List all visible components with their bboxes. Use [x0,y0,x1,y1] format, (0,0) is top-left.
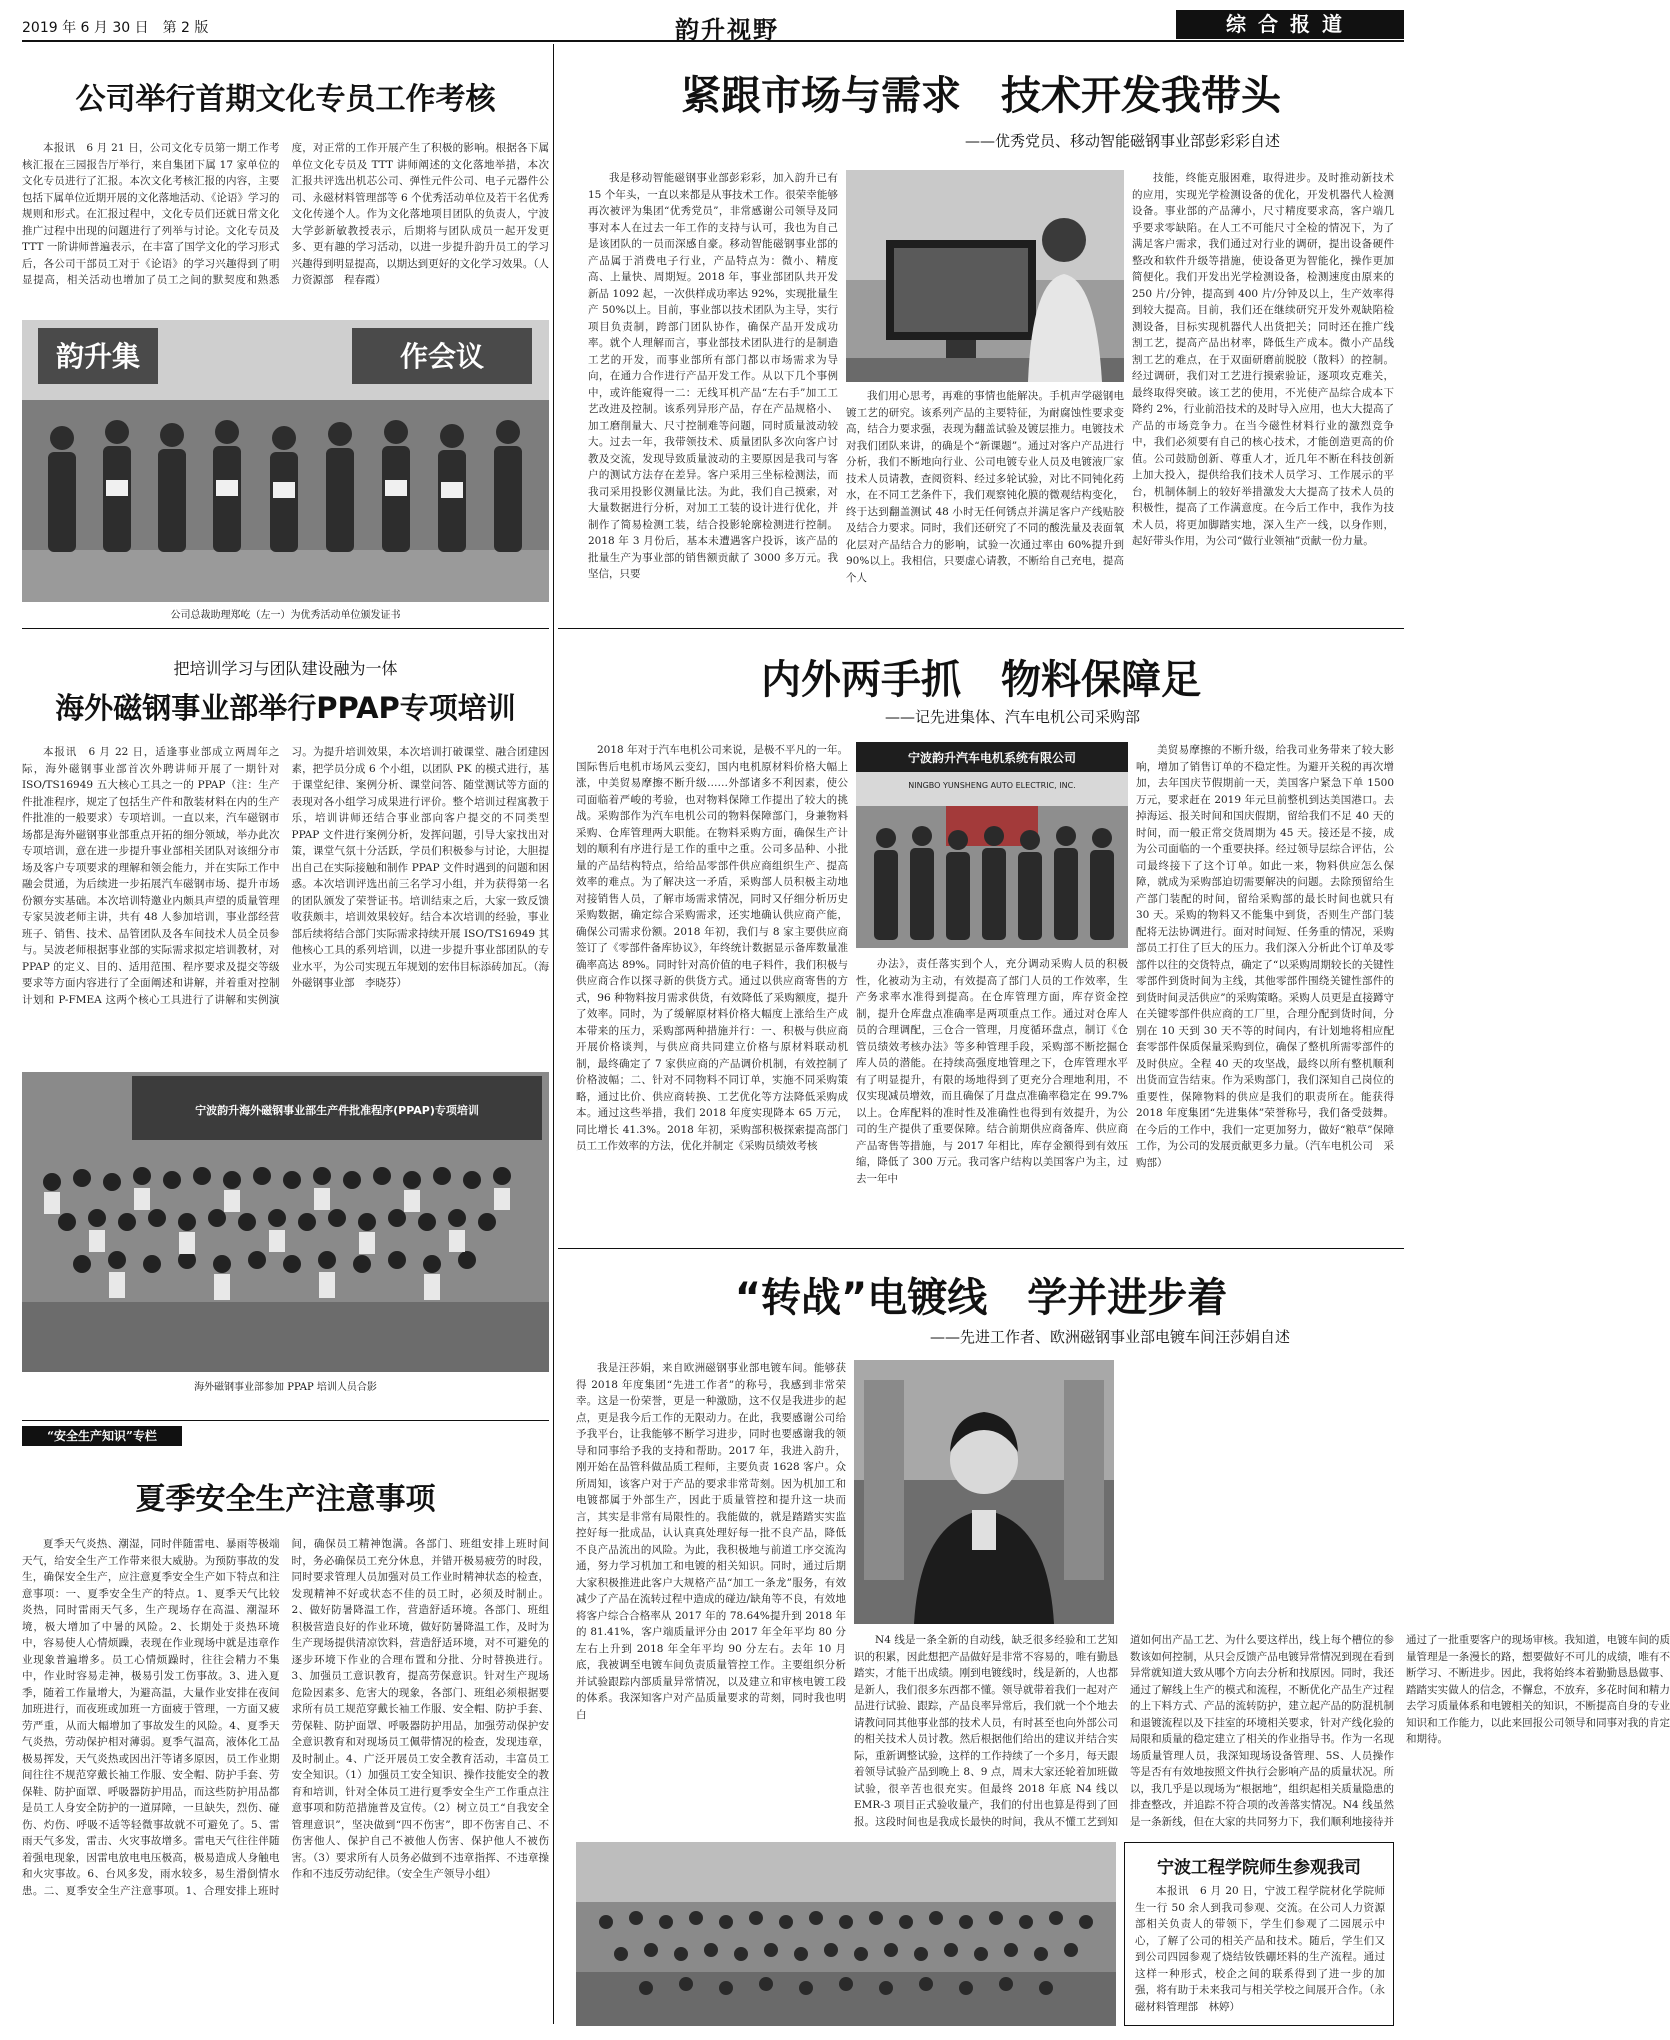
column-divider [553,44,554,2024]
subhead-market-demand: ——优秀党员、移动智能磁钢事业部彭彩彩自述 [964,132,1280,150]
article-body-ppap: 本报讯 6 月 22 日，适逢事业部成立两周年之际，海外磁钢事业部首次外聘讲师开展了一期针对 ISO/TS16949 五大核心工具之一的 PPAP（注：生产件批准程序，规定了包括生产件和散装材料在内的生产件批准的一般要求）专项培训。一直以来，汽车磁钢市场都是海外磁钢事业部重点开拓的细分领域，举办此次专项培训，意在进一步提升事业部相关团队对该细分市场及客户专项要求的理解和领会能力，并在实际工作中融会贯通，为后续进一步拓展汽车磁钢市场、提升市场份额夯实基础。本次培训特邀业内颇具声望的质量管理专家吴波老师主讲，共有 48 人参加培训，事业部经营班子、销售、技术、品管团队及各车间技术人员全员参与。吴波老师根据事业部的实际需求拟定培训教材，对 PPAP 的定义、目的、适用范围、程序要求及提交等级要求等方面内容进行了全面阐述和讲解，并着重对控制计划和 P-FMEA 这两个核心工具进行了讲解和实例演习。为提升培训效果，本次培训打破课堂、融合团建因素，把学员分成 6 个小组，以团队 PK 的模式进行，基于课堂纪律、案例分析、课堂问答、随堂测试等方面的表现对各小组学习成果进行评价。整个培训过程寓教于乐，培训讲师还结合事业部向客户提交的不同类型 PPAP 文件进行案例分析，发挥问题，引导大家找出对策，课堂气氛十分活跃，学员们积极参与讨论，大胆提出自己在实际接触和制作 PPAP 文件时遇到的问题和困惑。本次培训评选出前三名学习小组，并为获得第一名的团队颁发了荣誉证书。培训结束之后，大家一致反馈收获颇丰，培训效果较好。结合本次培训的经验，事业部后续将结合部门实际需求持续开展 ISO/TS16949 其他核心工具的系列培训，以进一步提升事业部团队的专业水平，为公司实现五年规划的宏伟目标添砖加瓦。（海外磁钢事业部 李晓芬） [22,746,549,1006]
headline-plating-line: “转战”电镀线 学并进步着 [734,1275,1228,1321]
article-body-market-demand-left: 我是移动智能磁钢事业部彭彩彩，加入韵升已有 15 个年头，一直以来都是从事技术工作。很荣幸能够再次被评为集团“优秀党员”，非常感谢公司领导及同事对本人在过去一年工作的支持与认可，我也为自己是该团队的一员而深感自豪。移动智能磁钢事业部的产品属于消费电子行业，产品特点为：微小、精度高、上量快、周期短。2018 年，事业部团队共开发新品 1092 起，一次供样成功率达 92%，实现批量生产 50%以上。目前，事业部以技术团队为主导，实行项目负责制，跨部门团队协作，确保产品开发成功率。就个人理解而言，事业部技术团队进行的是制造工艺的开发，而事业部所有部门都以市场需求为导向，在通力合作进行产品开发工作。从以下几个事例中，或许能窥得一二：无线耳机产品“左右手”加工工艺改进及控制。该系列异形产品，存在产品规格小、加工磨削量大、尺寸控制难等问题，同时质量波动较大。过去一年，我带领技术、质量团队多次向客户讨教及交流，发现导致质量波动的主要原因是我司与客户的测试方法存在差异。客户采用三坐标检测法，而我司采用投影仪测量比法。为此，我们自己摸索，对大量数据进行分析，对加工工装的设计进行优化，并制作了简易检测工装，结合投影轮廓检测进行控制。2018 年 3 月份后，基本未遭遇客户投诉，该产品的批量生产为事业部的销售额贡献了 3000 多万元。我坚信，只要 [588,172,838,580]
article-body-plating-left: 我是汪莎娟，来自欧洲磁钢事业部电镀车间。能够获得 2018 年度集团“先进工作者”的称号，我感到非常荣幸。这是一份荣誉，更是一种激励，这不仅是我进步的起点，更是我今后工作的无限动力。在此，我要感谢公司给予我平台，让我能够不断学习进步，同时也要感谢我的领导和同事给予我的支持和帮助。2017 年，我进入韵升，刚开始在品管科做品质工程师，主要负责 1628 客户。众所周知，该客户对于产品的要求非常苛刻。因为机加工和电镀都属于外部生产，因此于质量管控和提升这一块而言，其实是非常有局限性的。我能做的，就是踏踏实实监控好每一批成品，认认真真处理好每一批不良产品，降低不良产品流出的风险。为此，我积极地与前道工序交流沟通，努力学习机加工和电镀的相关知识。同时，通过后期大家积极推进此客户大规格产品“加工一条龙”服务，有效减少了产品在流转过程中造成的碰边/缺角等不良，有效地将客户综合合格率从 2017 年的 78.64%提升到 2018 年的 81.41%，客户端质量评分由 2017 年全年平均 80 分左右上升到 2018 年全年平均 90 分左右。去年 10 月底，我被调至电镀车间负责质量管控工作。主要组织分析并试验跟踪内部质量异常情况，以及建立和审核电镀工段的体系。我深知客户对产品质量要求的苛刻，同时我也明白 [576,1362,846,1721]
photo-training-group [22,1072,549,1372]
photo-plating-line [854,1360,1114,1624]
section-tag: 综合报道 [1176,10,1404,39]
photo-award-group [22,320,549,602]
issue-date: 2019 年 6 月 30 日 第 2 版 [22,20,209,36]
headline-market-demand: 紧跟市场与需求 技术开发我带头 [681,73,1281,119]
photo-procurement-team [856,742,1128,948]
photo-materials [856,742,1128,948]
sidebar-univ-visit [1124,1842,1394,2026]
photo-caption-culture-exam: 公司总裁助理郑屹（左一）为优秀活动单位颁发证书 [170,610,401,621]
masthead [22,8,1404,42]
article-body-market-demand-right: 技能，终能克服困难，取得进步。及时推动新技术的应用，实现光学检测设备的优化，开发机器代人检测设备。事业部的产品薄小，尺寸精度要求高，客户端几乎要求零缺陷。在人工不可能尺寸全检的情况下，为了满足客户需求，我们通过对行业的调研，提出设备硬件整改和软件升级等措施，使设备更为智能化，操作更加简便化。我们开发出光学检测设备，检测速度由原来的 250 片/分钟，提高到 400 片/分钟及以上，生产效率得到较大提高。目前，我们还在继续研究开发外观缺陷检测设备，目标实现机器代人出货把关；同时还在推广线割工艺，提高产品出材率，降低生产成本。微小产品线割工艺的难点，在于双面研磨前脱胶（散料）的控制。经过调研，我们对工艺进行摸索验证，逐项攻克难关，最终取得突破。该工艺的使用，不光使产品综合成本下降约 2%，行业前沿技术的及时导入应用，也大大提高了产品的市场竞争力。在当今磁性材料行业的激烈竞争中，我们必须要有自己的核心技术，才能创造更高的价值。公司鼓励创新、尊重人才，近几年不断在科技创新上加大投入，提供给我们技术人员学习、工作展示的平台，机制体制上的较好举措激发大大提高了技术人员的积极性，提高了工作满意度。在今后工作中，我作为技术人员，将更加脚踏实地，深入生产一线，以身作则，起好带头作用，为公司“做行业领袖”贡献一份力量。 [1132,172,1394,547]
article-body-univ-visit: 本报讯 6 月 20 日，宁波工程学院材化学院师生一行 50 余人到我司参观、交流。在公司人力资源部相关负责人的带领下，学生们参观了二园展示中心，了解了公司的相关产品和技术。随后，学生们又到公司四园参观了烧结钕铁硼坯料的生产流程。通过这样一种形式，校企之间的联系得到了进一步的加强，将有助于未来我司与相关学校之间展开合作。（永磁材料管理部 林婷） [1135,1885,1385,2013]
column-banner-safety: “安全生产知识”专栏 [22,1426,182,1446]
photo-banner-ppap: 宁波韵升海外磁钢事业部生产件批准程序(PPAP)专项培训 [195,1104,479,1117]
photo-culture-exam [22,320,549,602]
photo-univ-visit [576,1842,1116,2026]
section-divider [558,1248,1404,1249]
article-body-materials-left: 2018 年对于汽车电机公司来说，是极不平凡的一年。国际售后电机市场风云变幻，国内电机原材料价格大幅上涨，中美贸易摩擦不断升级……外部诸多不利因素，使公司面临着严峻的考验，也对物料保障工作提出了较大的挑战。采购部作为汽车电机公司的物料保障部门，身兼物料采购、仓库管理两大职能。在物料采购方面，确保生产计划的顺利有序进行是工作的重中之重。公司多品种、小批量的产品结构特点，给给品零部件供应商组织生产、提高效率的难点。为了解决这一矛盾，采购部人员积极主动地对接销售人员，了解市场需求情况，同时又仔细分析历史采购数据，确定综合采购需求，还实地确认供应商产能，确保公司需求份额。2018 年初，我们与 8 家主要供应商签订了《零部件备库协议》，年终统计数据显示备库数量准确率高达 89%。同时针对高价值的电子料件，我们积极与供应商合作以探寻新的供货方式。通过以供应商寄售的方式，96 种物料按月需求供货，有效降低了采购额度，提升了效率。同时，为了缓解原材料价格大幅度上涨给生产成本带来的压力，采购部两种措施并行：一、积极与供应商开展价格谈判，与供应商共同建立价格与原材料联动机制，最终确定了 7 家供应商的产品调价机制，有效控制了价格波幅；二、针对不同物料不同订单，实施不同采购策略，通过比价、供应商转换、工艺优化等方法降低采购成本。通过这些举措，我们 2018 年度实现降本 65 万元，同比增长 41.3%。2018 年初，采购部积极探索提高部门员工工作效率的方法，优化并制定《采购员绩效考核 [576,744,848,1152]
kicker-ppap: 把培训学习与团队建设融为一体 [173,659,398,678]
headline-culture-exam: 公司举行首期文化专员工作考核 [75,82,496,117]
subhead-plating-line: ——先进工作者、欧洲磁钢事业部电镀车间汪莎娟自述 [929,1328,1290,1346]
article-body-market-demand-mid: 我们用心思考，再难的事情也能解决。手机声学磁钢电镀工艺的研究。该系列产品的主要特征，为耐腐蚀性要求变高，结合力要求强，表现为翻盖试验及镀层推力。电镀技术对我们团队来讲，的确是个“新课题”。通过对客户产品进行分析，我们不断地向行业、公司电镀专业人员及电镀液厂家技术人员请教，查阅资料、经过多轮试验，对比不同钝化药水，在不同工艺条件下，我们观察钝化膜的微观结构变化，终于达到翻盖测试 48 小时无任何锈点并满足客户产线贴胶及结合力要求。同时，我们还研究了不同的酸洗量及表面氧化层对产品结合力的影响，试验一次通过率由 60%提升到 90%以上。我相信，只要虚心请教，不断给自己充电，提高个人 [846,390,1124,584]
article-body-summer-safety: 夏季天气炎热、潮湿，同时伴随雷电、暴雨等极端天气，给安全生产工作带来很大威胁。为预防事故的发生，确保安全生产，应注意夏季安全生产如下特点和注意事项：一、夏季安全生产的特点。1、夏季天气比较炎热，同时雷雨天气多，生产现场存在高温、潮湿环境，极大增加了中暑的风险。2、长期处于炎热环境中，容易使人心情烦躁，表现在作业现场中就是违章作业现象普遍增多。员工心情烦躁时，往往会精力不集中，作业时容易走神，极易引发工伤事故。3、进入夏季，随着工作量增大，为避高温，大量作业安排在夜间加班进行，而夜班或加班一方面疲于管理，一方面又疲劳严重，从而大幅增加了事故发生的风险。4、夏季天气炎热，劳动保护相对薄弱。夏季气温高，液体化工品极易挥发，天气炎热或因出汗等诸多原因，员工作业期间往往不规范穿戴长袖工作服、安全帽、防护手套、劳保鞋、防护面罩、呼吸器防护用品，而这些防护用品都是员工人身安全防护的一道屏障，一旦缺失，烈伤、碰伤、灼伤、呼吸不适等轻微事故就不可避免了。5、雷雨天气多发，雷击、火灾事故增多。雷电天气往往伴随着强电现象，因雷电放电电压极高，极易造成人身触电和火灾事故。6、台风多发，雨水较多，易生滑倒情水患。二、夏季安全生产注意事项。1、合理安排上班时间，确保员工精神饱满。各部门、班组安排上班时间时，务必确保员工充分休息，并错开极易疲劳的时段，同时要求管理人员加强对员工作业时精神状态的检查，发现精神不好或状态不佳的员工时，必须及时制止。2、做好防暑降温工作，营造舒适环境。各部门、班组积极营造良好的作业环境，做好防暑降温工作，及时为生产现场提供清凉饮料，营造舒适环境，对不可避免的逐步环境下作业的合理布置和分批、分时替换进行。3、加强员工意识教育，提高劳保意识。针对生产现场危险因素多、危害大的现象，各部门、班组必须根据要求所有员工规范穿戴长袖工作服、安全帽、防护手套、劳保鞋、防护面罩、呼吸器防护用品，加强劳动保护安全意识教育和对现场员工佩带情况的检查，发现违章，及时制止。4、广泛开展员工安全教育活动，丰富员工安全知识。（1）加强员工安全知识、操作技能安全的教育和培训，针对全体员工进行夏季安全生产工作重点注意事项和防范措施普及宣传。（2）树立员工“自我安全管理意识”，坚决做到“四不伤害”，即不伤害自己、不伤害他人、保护自己不被他人伤害、保护他人不被伤害。（3）要求所有人员务必做到不违章指挥、不违章操作和不违反劳动纪律。（安全生产领导小组） [22,1538,549,1897]
section-divider [22,628,549,629]
section-divider [22,1420,549,1421]
photo-worker-portrait [854,1360,1114,1624]
photo-sign-materials-en: NINGBO YUNSHENG AUTO ELECTRIC, INC. [908,781,1076,790]
article-body-materials-mid: 办法》，责任落实到个人，充分调动采购人员的积极性，化被动为主动，有效提高了部门人员的工作效率，生产务求率水准得到提高。在仓库管理方面，库存资金控制，提升仓库盘点准确率是两项重点工作。通过对仓库人员的合理调配，三仓合一管理，月度循环盘点，制订《仓管员绩效考核办法》等多种管理手段，采购部不断挖掘仓库人员的潜能。在持续高强度地管理之下，仓库管理水平有了明显提升，有限的场地得到了更充分合理地利用，不仅实现减员增效，而且确保了月盘点准确率稳定在 99.7%以上。仓库配料的准时性及准确性也得到有效提升，为公司的生产提供了重要保障。结合前期供应商备库、供应商产品寄售等措施，与 2017 年相比，库存金额得到有效压缩，降低了 300 万元。我司客户结构以美国客户为主，过去一年中 [856,958,1128,1185]
photo-caption-ppap: 海外磁钢事业部参加 PPAP 培训人员合影 [194,1382,377,1393]
photo-sign-left: 韵升集 [55,340,141,373]
photo-student-group [576,1842,1116,2026]
article-body-plating-mid: N4 线是一条全新的自动线，缺乏很多经验和工艺知识的积累，因此想把产品做好是非常不容易的，唯有勤恳踏实，才能干出成绩。刚到电镀线时，线是新的，人也都是新人，我们很多东西都不懂。领导就带着我们一起对产品进行试验、跟踪，产品良率异常后，我们就一个个地去请教问同其他事业部的技术人员，有时甚至也向外部公司的相关技术人员讨教。然后根据他们给出的建议并结合实际，重新调整试验，这样的工作持续了一个多月，每天跟着领导试验产品到晚上 8、9 点，周末大家还轮着加班做试验，很辛苦也很充实。但最终 2018 年底 N4 线以 EMR-3 项目正式验收量产，我们的付出也算是得到了回报。这段时间也是我成长最快的时间，我从不懂工艺到知道如何出产品工艺、为什么要这样出，线上每个槽位的参数该如何控制，从只会反馈产品电镀异常情况到现在看到异常就知道大致从哪个方向去分析和找原因。同时，我还通过了解线上生产的模式和流程，不断优化产品生产过程的上下料方式、产品的流转防护，建立起产品的防混机制和退镀流程以及下挂室的环境相关要求，针对产线化验的局限和质量的稳定建立了相关的作业指导书。作为一名现场质量管理人员，我深知现场设备管理、5S、人员操作等是否有有效地按照文件执行会影响产品的质量状况。所以，我几乎是以现场为“根据地”，组织起相关质量隐患的排查整改，并追踪不符合项的改善落实情况。N4 线虽然是一条新线，但在大家的共同努力下，我们顺利地接待并通过了一批重要客户的现场审核。我知道，电镀车间的质量管理是一条漫长的路，想要做好不可儿的成绩，唯有不断学习、不断进步。因此，我将始终本着勤勤恳恳做事、踏踏实实做人的信念，不懈怠，不放弃，多花时间和精力去学习质量体系和电镀相关的知识，不断提高自身的专业知识和工作能力，以此来回报公司领导和同事对我的肯定和期待。 [854,1634,1670,1828]
article-body-culture-exam: 本报讯 6 月 21 日，公司文化专员第一期工作考核汇报在三园报告厅举行，来自集团下属 17 家单位的文化专员进行了汇报。本次文化考核汇报的内容，主要包括下属单位近期开展的文化落地活动、《论语》学习的规则和形式。在汇报过程中，文化专员们还就日常文化推广过程中出现的问题进行了列举与讨论。文化专员及 TTT 一阶讲师普遍表示，在丰富了国学文化的学习形式后，各公司干部员工对于《论语》的学习兴趣得到了明显提高，相关活动也增加了员工之间的默契度和熟悉度，对正常的工作开展产生了积极的影响。根据各下属单位文化专员及 TTT 讲师阐述的文化落地举措，本次汇报共评选出机芯公司、弹性元件公司、电子元器件公司、永磁材料管理部等 6 个优秀活动单位及若干名优秀文化传递个人。作为文化落地项目团队的负责人，宁波大学彭新敏教授表示，后期将与团队成员一起开发更多、更有趣的学习活动，以进一步提升韵升员工的学习兴趣得到明显提高，以期达到更好的文化学习效果。（人力资源部 程春霞） [22,142,549,286]
headline-materials: 内外两手抓 物料保障足 [761,657,1201,703]
photo-engineer-portrait [846,170,1124,382]
headline-summer-safety: 夏季安全生产注意事项 [135,1482,436,1517]
photo-sign-materials: 宁波韵升汽车电机系统有限公司 [907,751,1077,765]
paper-name: 韵升视野 [675,15,779,44]
headline-univ-visit: 宁波工程学院师生参观我司 [1157,1858,1361,1878]
photo-ppap [22,1072,549,1372]
photo-sign-right: 作会议 [399,340,485,373]
subhead-materials: ——记先进集体、汽车电机公司采购部 [884,708,1140,726]
headline-ppap: 海外磁钢事业部举行PPAP专项培训 [55,691,516,725]
photo-market-demand [846,170,1124,382]
section-divider [558,628,1404,629]
article-body-materials-right: 美贸易摩擦的不断升级，给我司业务带来了较大影响，增加了销售订单的不稳定性。为避开关税的再次增加，去年国庆节假期前一天，美国客户紧急下单 1500 万元，要求赶在 2019 年元旦前整机到达美国港口。去掉海运、报关时间和国庆假期，留给我们不足 40 天的时间，而一般正常交货周期为 45 天。接还是不接，成为公司面临的一个重要抉择。经过领导层综合评估，公司最终接下了这个订单。如此一来，物料供应怎么保障，就成为采购部迫切需要解决的问题。去除预留给生产部门装配的时间，留给采购部的最长时间也就只有 30 天。采购的物料又不能集中到货，否则生产部门装配将无法协调进行。面对时间短、任务重的情况，采购部员工打住了巨大的压力。我们深入分析此个订单及零部件以往的交货特点，确定了“以采购周期较长的关键性零部件到货时间为主线，其他零部件围绕关键性部件的到货时间灵活供应”的采购策略。采购人员更是直接蹲守在关键零部件供应商的工厂里，合理分配到货时间，分别在 10 天到 30 天不等的时间内，有计划地将相应配套零部件保质保量采购到位，确保了整机所需零部件的及时供应。全程 40 天的攻坚战，最终以所有整机顺利出货而宣告结束。作为采购部门，我们深知自己岗位的重要性，保障物料的供应是我们的职责所在。能获得 2018 年度集团“先进集体”荣誉称号，我们备受鼓舞。在今后的工作中，我们一定更加努力，做好“粮草”保障工作，为公司的发展贡献更多力量。（汽车电机公司 采购部） [1136,744,1394,1169]
